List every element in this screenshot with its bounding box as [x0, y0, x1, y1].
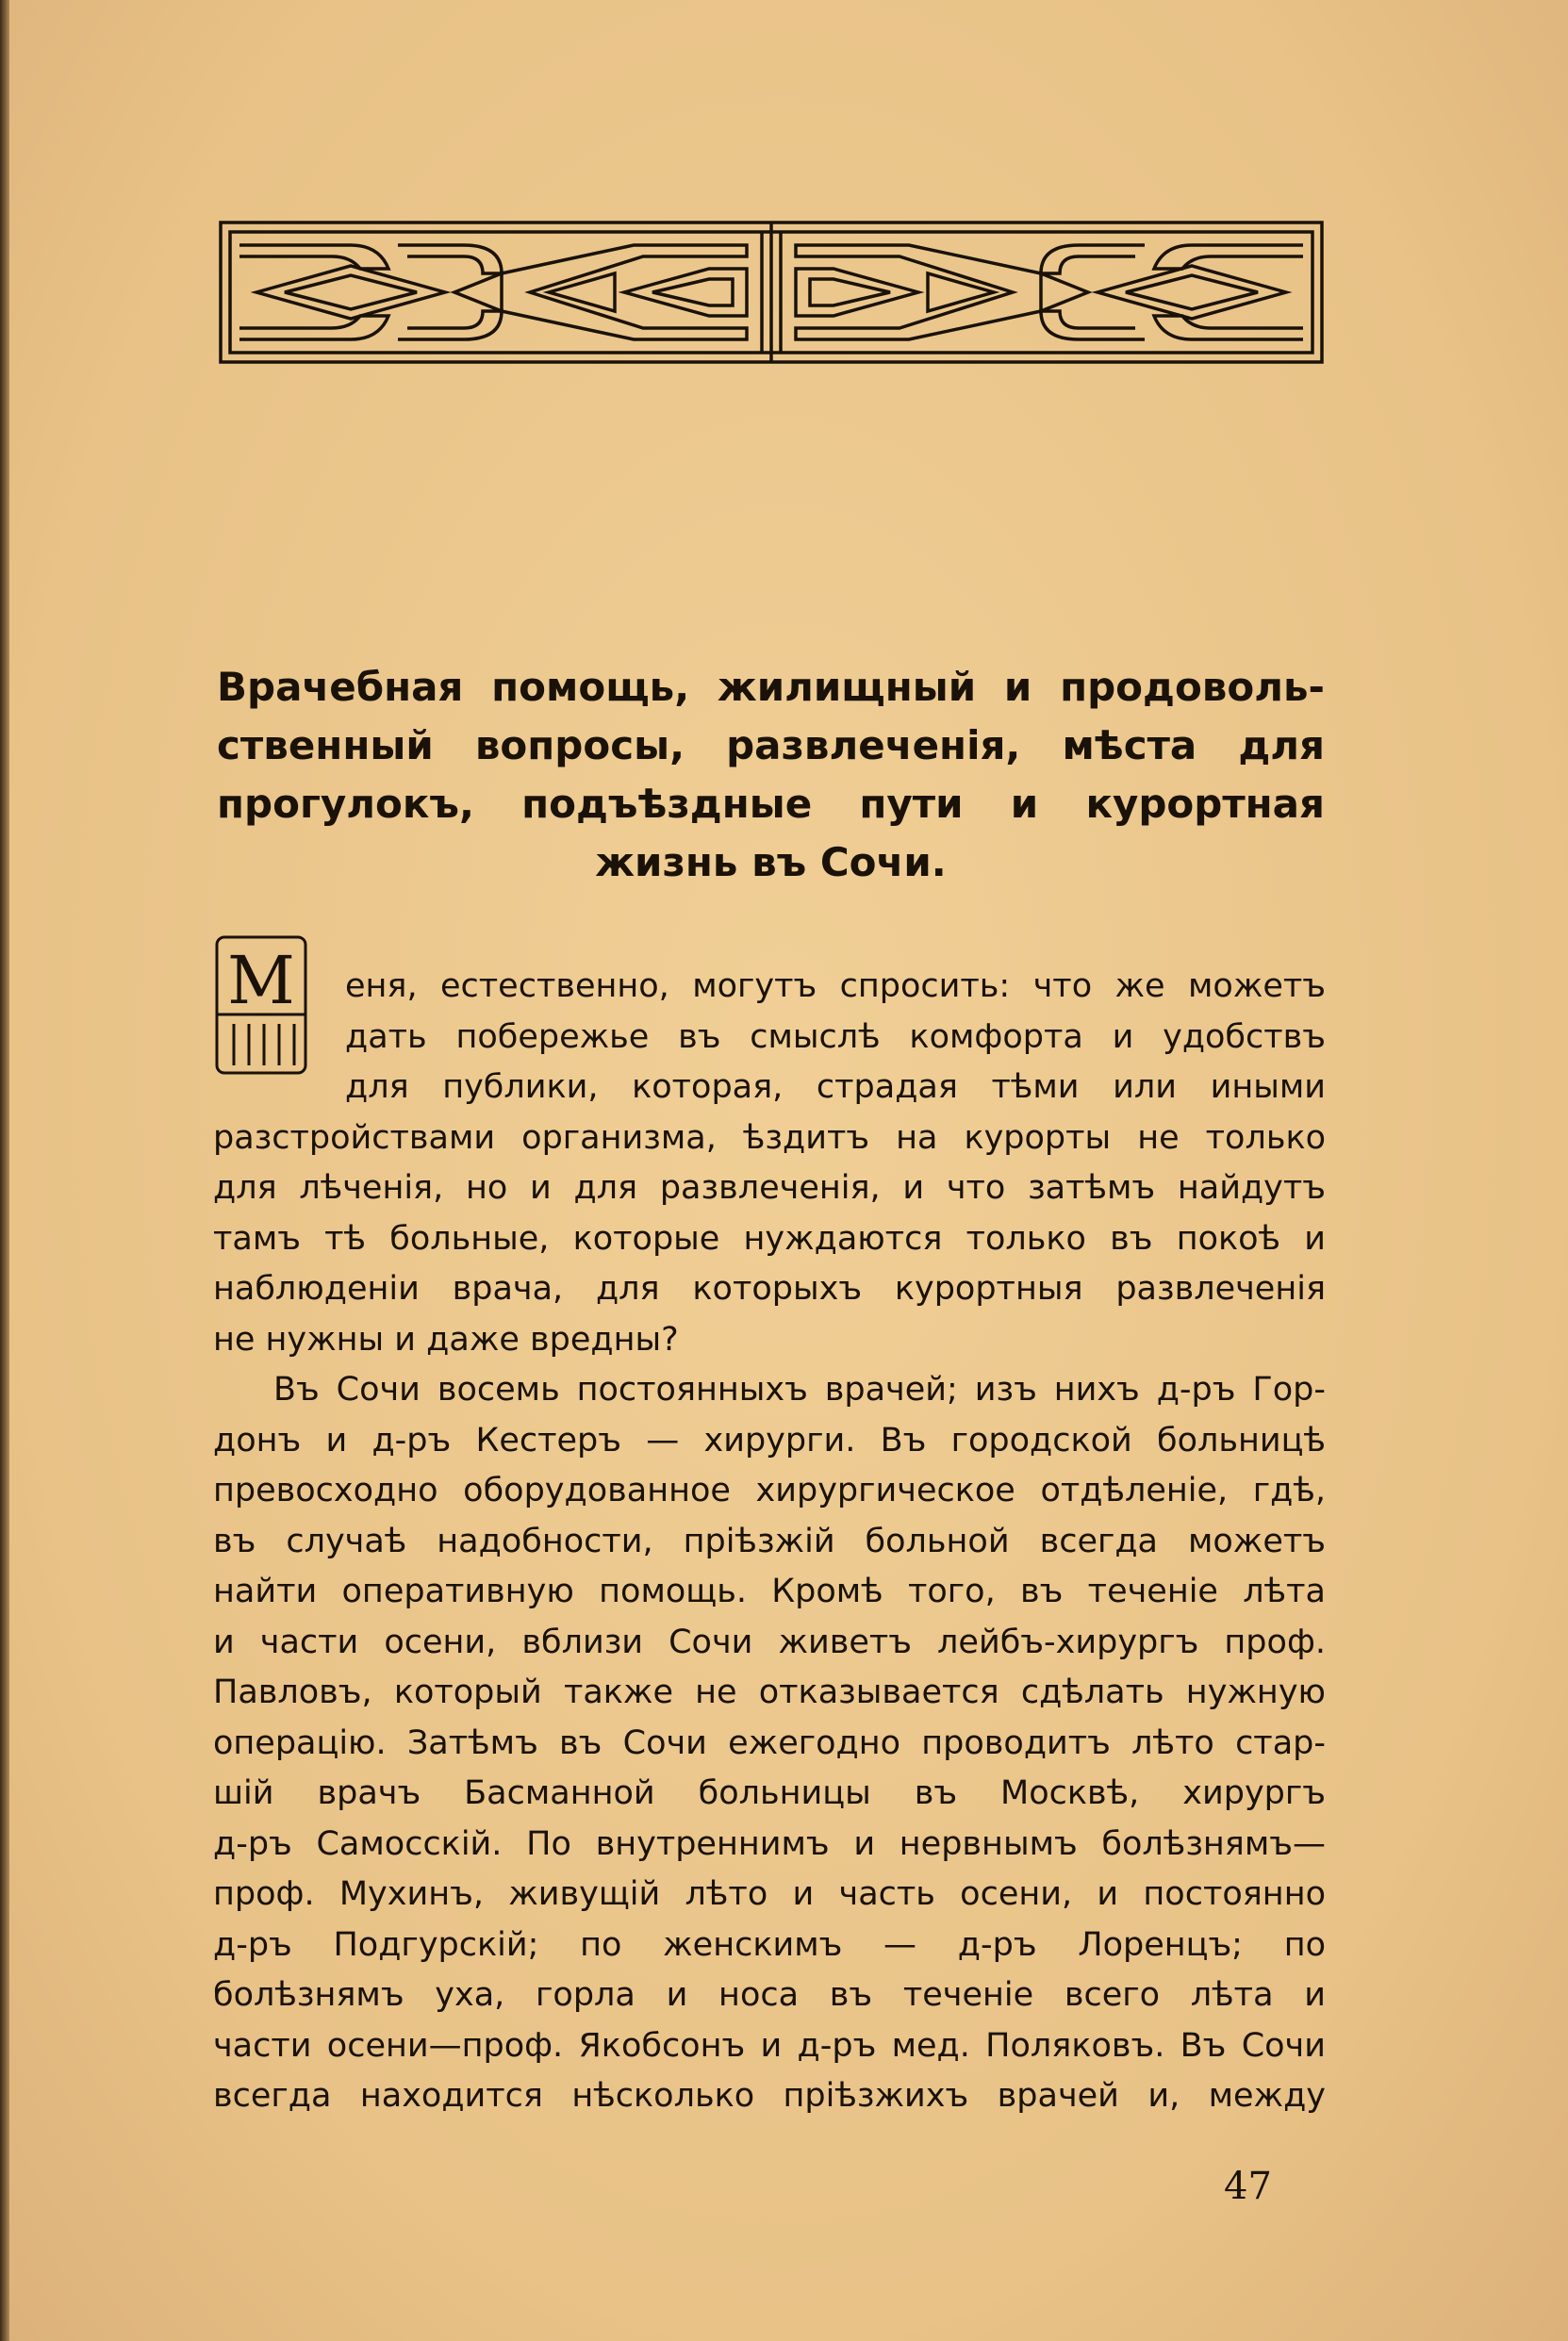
- text-line: всегда находится нѣсколько пріѣзжихъ врачей и, между: [213, 2077, 1326, 2115]
- heading-line: прогулокъ, подъѣздные пути и курортная: [217, 781, 1325, 827]
- text-line: наблюденіи врача, для которыхъ курортныя развлеченія: [213, 1270, 1326, 1308]
- text-line: шій врачъ Басманной больницы въ Москвѣ, хирургъ: [213, 1774, 1326, 1812]
- chapter-heading: [217, 658, 1325, 892]
- text-line: найти оперативную помощь. Кромѣ того, въ теченіе лѣта: [213, 1573, 1326, 1610]
- text-line: д-ръ Самосскій. По внутреннимъ и нервнымъ болѣзнямъ—: [213, 1824, 1326, 1863]
- drop-cap-letter: М: [227, 942, 295, 1019]
- text-line: не нужны и даже вредны?: [213, 1320, 679, 1359]
- text-line: для публики, которая, страдая тѣми или иными: [345, 1068, 1326, 1106]
- text-line: д-ръ Подгурскій; по женскимъ — д-ръ Лоренцъ; по: [213, 1925, 1326, 1964]
- text-line: тамъ тѣ больные, которые нуждаются только въ покоѣ и: [213, 1219, 1326, 1258]
- text-line: и части осени, вблизи Сочи живетъ лейбъ-хирургъ проф.: [213, 1623, 1326, 1661]
- text-line: части осени—проф. Якобсонъ и д-ръ мед. Поляковъ. Въ Сочи: [213, 2026, 1326, 2065]
- text-line: разстройствами организма, ѣздитъ на курорты не только: [213, 1118, 1326, 1157]
- page-number: 47: [1224, 2165, 1272, 2208]
- text-line: еня, естественно, могутъ спросить: что же можетъ: [345, 967, 1326, 1005]
- body-text: [213, 962, 1326, 2122]
- text-line: Въ Сочи восемь постоянныхъ врачей; изъ нихъ д-ръ Гор-: [273, 1371, 1326, 1409]
- heading-line: Врачебная помощь, жилищный и продоволь-: [217, 664, 1325, 710]
- text-line: операцію. Затѣмъ въ Сочи ежегодно проводитъ лѣто стар-: [213, 1723, 1326, 1762]
- text-line: дать побережье въ смыслѣ комфорта и удобствъ: [345, 1017, 1326, 1056]
- text-line: донъ и д-ръ Кестеръ — хирурги. Въ городской больницѣ: [213, 1421, 1326, 1459]
- text-line: въ случаѣ надобности, пріѣзжій больной всегда можетъ: [213, 1522, 1326, 1560]
- decorative-header-ornament: [219, 217, 1324, 368]
- text-line: превосходно оборудованное хирургическое отдѣленіе, гдѣ,: [213, 1472, 1326, 1509]
- text-line: для лѣченія, но и для развлеченія, и что затѣмъ найдутъ: [213, 1169, 1326, 1207]
- text-line: болѣзнямъ уха, горла и носа въ теченіе всего лѣта и: [213, 1976, 1326, 2014]
- heading-line: жизнь въ Сочи.: [595, 839, 947, 885]
- text-line: Павловъ, который также не отказывается сдѣлать нужную: [213, 1673, 1326, 1711]
- text-line: проф. Мухинъ, живущій лѣто и часть осени, и постоянно: [213, 1875, 1326, 1913]
- page-binding-edge: [0, 0, 9, 2341]
- heading-line: ственный вопросы, развлеченія, мѣста для: [217, 722, 1325, 768]
